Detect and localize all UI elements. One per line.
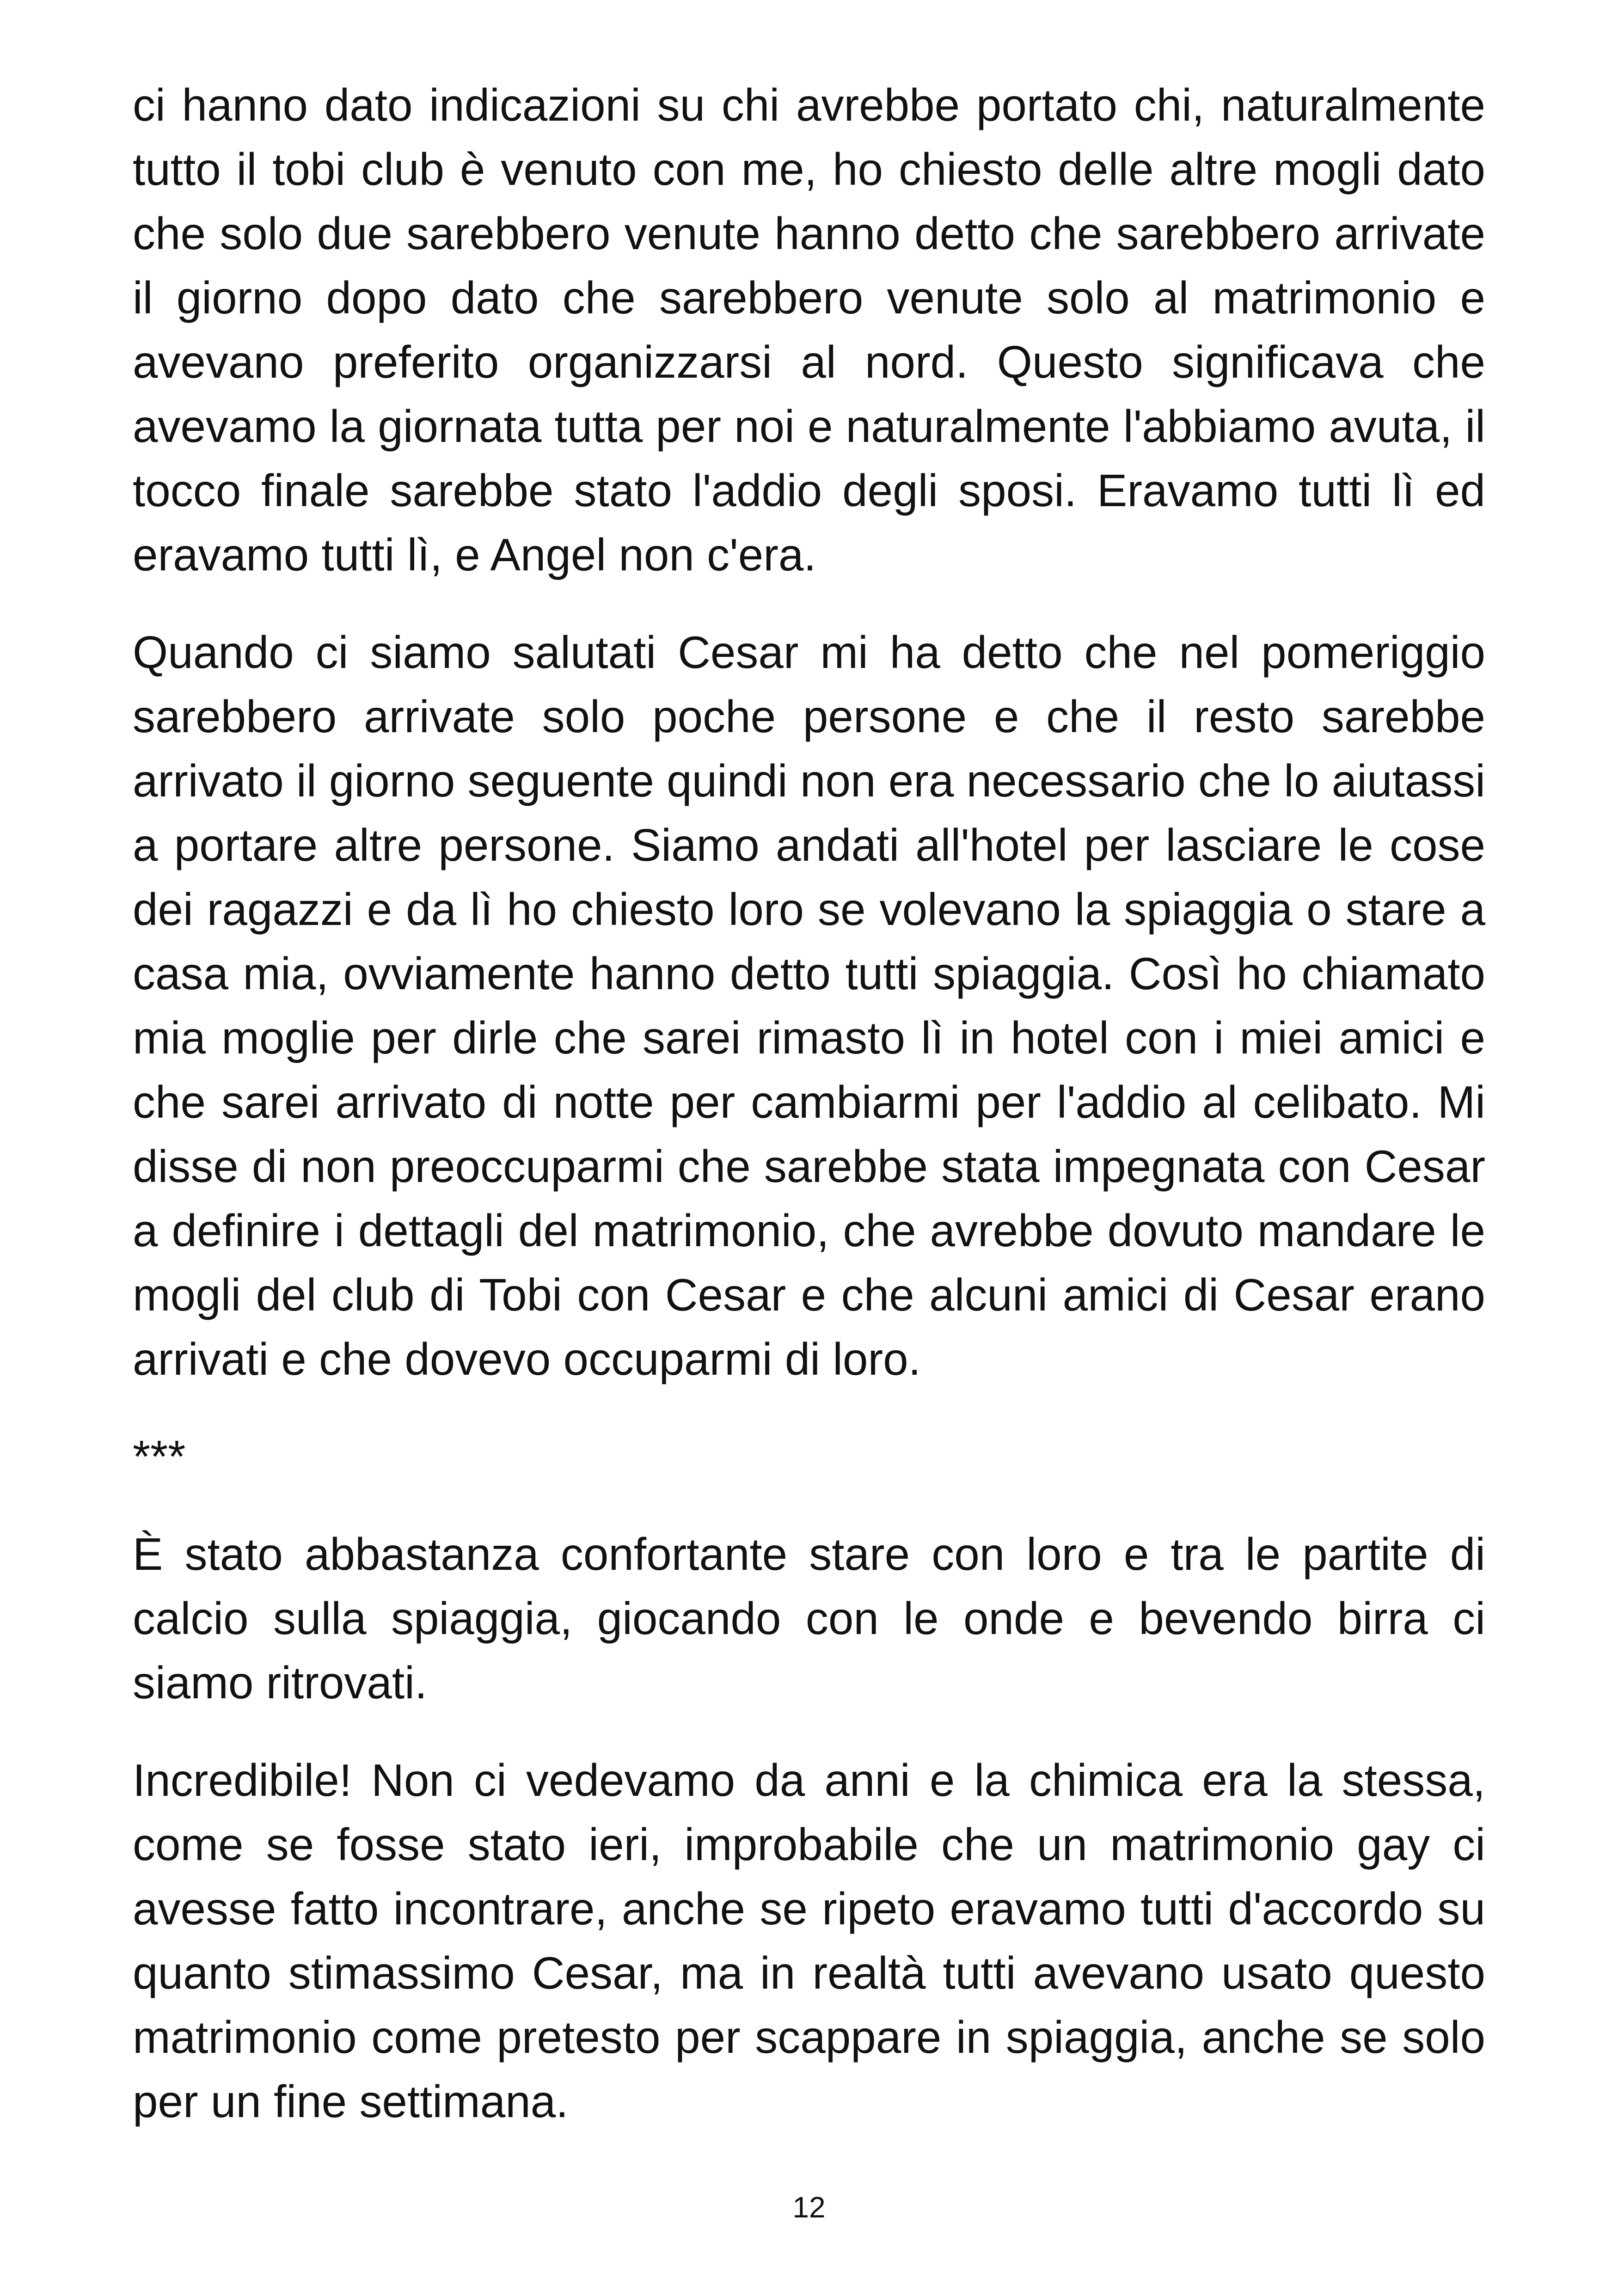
page-number: 12 (792, 2191, 826, 2224)
body-text (133, 73, 1485, 2167)
paragraph-3: È stato abbastanza confortante stare con loro e tra le partite di calcio sulla spiaggia, giocando con le onde e bevendo birra ci siamo ritrovati. (133, 1529, 1485, 1708)
paragraph-1: ci hanno dato indicazioni su chi avrebbe portato chi, naturalmente tutto il tobi club è venuto con me, ho chiesto delle altre mogli dato che solo due sarebbero venute hanno detto che sarebbero arrivate il giorno dopo dato che sarebbero venute solo al matrimonio e avevano preferito organizzarsi al nord. Questo significava che avevamo la giornata tutta per noi e naturalmente l'abbiamo avuta, il tocco finale sarebbe stato l'addio degli sposi. Eravamo tutti lì ed eravamo tutti lì, e Angel non c'era. (133, 80, 1485, 580)
paragraph-2: Quando ci siamo salutati Cesar mi ha detto che nel pomeriggio sarebbero arrivate solo poche persone e che il resto sarebbe arrivato il giorno seguente quindi non era necessario che lo aiutassi a portare altre persone. Siamo andati all'hotel per lasciare le cose dei ragazzi e da lì ho chiesto loro se volevano la spiaggia o stare a casa mia, ovviamente hanno detto tutti spiaggia. Così ho chiamato mia moglie per dirle che sarei rimasto lì in hotel con i miei amici e che sarei arrivato di notte per cambiarmi per l'addio al celibato. Mi disse di non preoccuparmi che sarebbe stata impegnata con Cesar a definire i dettagli del matrimonio, che avrebbe dovuto mandare le mogli del club di Tobi con Cesar e che alcuni amici di Cesar erano arrivati e che dovevo occuparmi di loro. (133, 627, 1485, 1384)
paragraph-4: Incredibile! Non ci vedevamo da anni e la chimica era la stessa, come se fosse stato ieri, improbabile che un matrimonio gay ci avesse fatto incontrare, anche se ripeto eravamo tutti d'accordo su quanto stimassimo Cesar, ma in realtà tutti avevano usato questo matrimonio come pretesto per scappare in spiaggia, anche se solo per un fine settimana. (133, 1755, 1485, 2127)
section-separator: *** (133, 1431, 186, 1482)
